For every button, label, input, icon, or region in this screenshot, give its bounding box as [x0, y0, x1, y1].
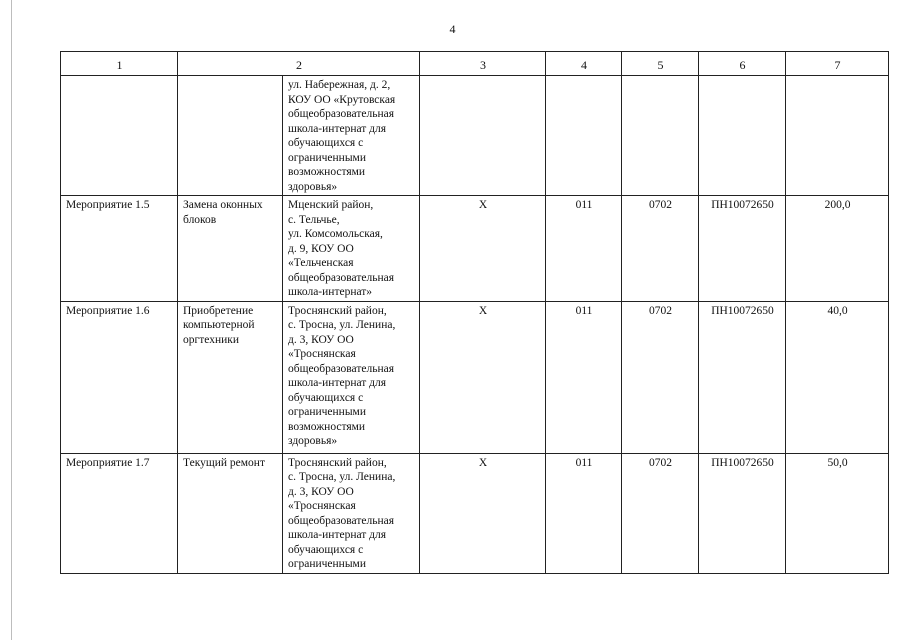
address-line: общеобразовательная	[288, 108, 394, 120]
section-cell: 0702	[622, 196, 699, 302]
address-cell	[283, 301, 420, 453]
address-line: школа-интернат»	[288, 286, 373, 298]
activity-number-cell	[61, 76, 178, 196]
page-left-edge	[11, 0, 12, 640]
section-cell	[622, 76, 699, 196]
header-col-6: 6	[699, 52, 786, 76]
address-line: ул. Набережная, д. 2,	[288, 79, 391, 91]
target-item-cell	[699, 76, 786, 196]
address-line: здоровья»	[288, 435, 338, 447]
header-col-3: 3	[420, 52, 546, 76]
section-cell: 0702	[622, 301, 699, 453]
amount-cell	[786, 76, 889, 196]
address-line: с. Тросна, ул. Ленина,	[288, 319, 396, 331]
activity-name-cell: Приобретение компьютерной оргтехники	[178, 301, 283, 453]
address-line: Троснянский район,	[288, 304, 387, 317]
mark-cell: Х	[420, 301, 546, 453]
target-item-cell: ПН10072650	[699, 453, 786, 573]
mark-cell	[420, 76, 546, 196]
header-col-5: 5	[622, 52, 699, 76]
address-line: КОУ ОО «Крутовская	[288, 93, 396, 106]
address-line: «Троснянская	[288, 348, 356, 360]
address-line: здоровья»	[288, 180, 338, 193]
activity-name-cell	[178, 76, 283, 196]
code-cell: 011	[546, 301, 622, 453]
address-line: д. 9, КОУ ОО	[288, 242, 354, 255]
address-line: с. Тельчье,	[288, 213, 340, 226]
address-line: «Троснянская	[288, 500, 356, 512]
activity-name-cell: Замена оконных блоков	[178, 196, 283, 302]
table-row	[61, 453, 889, 573]
address-line: Мценский район,	[288, 199, 374, 211]
address-line: ограниченными	[288, 151, 366, 164]
section-cell: 0702	[622, 453, 699, 573]
address-line: обучающихся с	[288, 543, 364, 556]
address-line: обучающихся с	[288, 137, 364, 149]
table-header-row	[61, 52, 889, 76]
activity-number-cell: Мероприятие 1.7	[61, 453, 178, 573]
address-line: ограниченными	[288, 406, 366, 418]
target-item-cell: ПН10072650	[699, 196, 786, 302]
table-row	[61, 301, 889, 453]
address-cell	[283, 76, 420, 196]
address-line: общеобразовательная	[288, 514, 394, 527]
address-line: общеобразовательная	[288, 271, 394, 284]
address-line: возможностями	[288, 420, 366, 433]
header-col-4: 4	[546, 52, 622, 76]
address-line: школа-интернат для	[288, 377, 387, 389]
address-line: обучающихся с	[288, 391, 364, 404]
code-cell: 011	[546, 453, 622, 573]
activity-name-cell: Текущий ремонт	[178, 453, 283, 573]
table-row	[61, 76, 889, 196]
address-line: д. 3, КОУ ОО	[288, 485, 354, 498]
header-col-2: 2	[178, 52, 420, 76]
address-line: школа-интернат для	[288, 122, 387, 135]
header-col-7: 7	[786, 52, 889, 76]
header-col-1: 1	[61, 52, 178, 76]
address-line: ул. Комсомольская,	[288, 228, 383, 240]
amount-cell: 50,0	[786, 453, 889, 573]
activity-number-cell: Мероприятие 1.5	[61, 196, 178, 302]
address-line: общеобразовательная	[288, 362, 394, 375]
address-line: школа-интернат для	[288, 529, 387, 541]
table-row	[61, 196, 889, 302]
mark-cell: Х	[420, 196, 546, 302]
code-cell	[546, 76, 622, 196]
page-number: 4	[449, 22, 456, 36]
address-line: Троснянский район,	[288, 456, 387, 469]
target-item-cell: ПН10072650	[699, 301, 786, 453]
table-body	[61, 76, 889, 574]
address-line: д. 3, КОУ ОО	[288, 333, 354, 346]
address-line: «Тельченская	[288, 257, 354, 269]
address-line: возможностями	[288, 166, 366, 178]
activity-number-cell: Мероприятие 1.6	[61, 301, 178, 453]
code-cell: 011	[546, 196, 622, 302]
address-cell	[283, 196, 420, 302]
mark-cell: Х	[420, 453, 546, 573]
amount-cell: 40,0	[786, 301, 889, 453]
address-cell	[283, 453, 420, 573]
address-line: с. Тросна, ул. Ленина,	[288, 471, 396, 483]
amount-cell: 200,0	[786, 196, 889, 302]
activities-table	[60, 51, 889, 574]
address-line: ограниченными	[288, 558, 366, 570]
